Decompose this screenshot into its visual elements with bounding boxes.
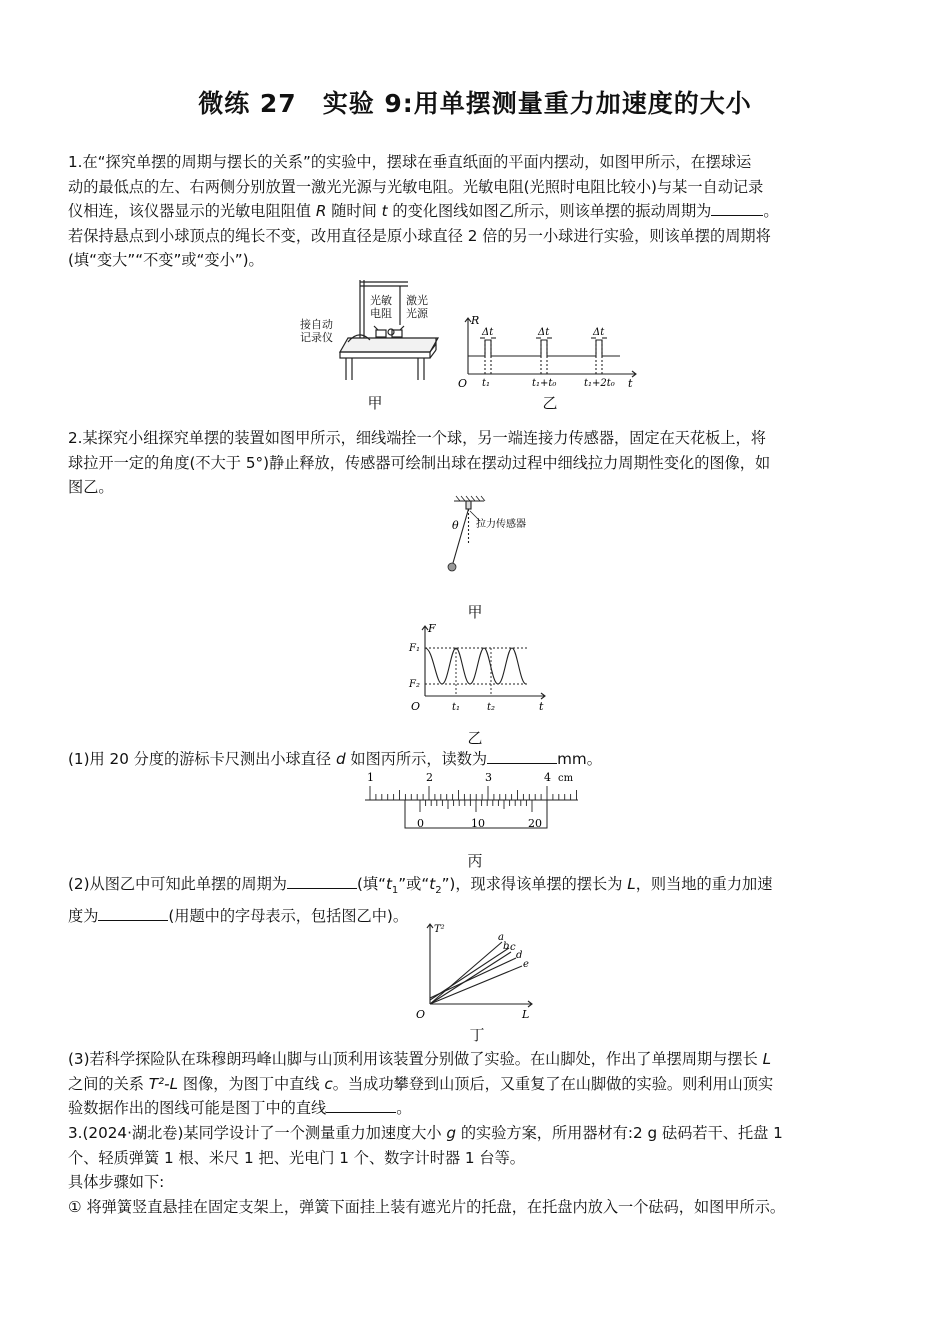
tick-t1: t₁ <box>482 378 491 389</box>
axis-label-R: R <box>471 314 480 327</box>
origin-label: O <box>416 1008 426 1021</box>
axis-label-t: t <box>628 377 633 390</box>
q2-figure-force-graph <box>403 620 551 716</box>
delta-t-label-2: Δt <box>538 327 550 338</box>
q2-caption-bing: 丙 <box>467 852 483 870</box>
q2-part-2: (2)从图乙中可知此单摆的周期为 (填“$t_1$”或“$t_2$”)，现求得该单摆的摆长为 L，则当地的重力加速 度为 (用题中的字母表示，包括图乙中)。 <box>68 875 773 925</box>
q3-line-2: 个、轻质弹簧 1 根、米尺 1 把、光电门 1 个、数字计时器 1 台等。 <box>68 1148 525 1167</box>
tick-t2: t₂ <box>487 702 496 713</box>
main-scale-label-4: 4 <box>544 771 551 784</box>
q2-part-3: (3)若科学探险队在珠穆朗玛峰山脚与山顶利用该装置分别做了实验。在山脚处，作出了单摆周期与摆长 L 之间的关系 T²-L 图像，为图丁中直线 c。当成功攀登到山顶后，又重复了在山脚做的实验。则利用山顶实 验数据作出的图线可能是图丁中的直线 。 <box>68 1050 774 1117</box>
tick-t1: t₁ <box>452 702 461 713</box>
q1-line-5: (填“变大”“不变”或“变小”)。 <box>68 251 264 269</box>
question-2 <box>68 426 890 500</box>
label-photoresistor: 光敏 <box>370 294 392 307</box>
line-label-d: d <box>516 950 523 961</box>
line-label-b: b <box>503 941 510 952</box>
q2-caption-ding: 丁 <box>469 1026 485 1044</box>
q1-caption-yi: 乙 <box>542 394 558 412</box>
question-1 <box>68 150 890 273</box>
q1-caption-jia: 甲 <box>367 394 383 412</box>
q3-line-4: ① 将弹簧竖直悬挂在固定支架上，弹簧下面挂上装有遮光片的托盘，在托盘内放入一个砝码，如图甲所示。 <box>68 1197 786 1216</box>
label-laser: 激光 <box>406 294 428 307</box>
q2-line-3: 图乙。 <box>68 478 114 496</box>
main-scale-label-2: 2 <box>426 771 433 784</box>
tick-t1-plus-2t0: t₁+2t₀ <box>584 378 615 389</box>
label-F2: F₂ <box>409 679 420 690</box>
label-F1: F₁ <box>409 643 420 654</box>
main-scale-label-1: 1 <box>367 771 374 784</box>
origin-label: O <box>411 700 421 713</box>
q2-part-1: (1)用 20 分度的游标卡尺测出小球直径 d 如图丙所示，读数为 mm。 <box>68 750 602 768</box>
origin-label: O <box>458 377 468 390</box>
line-label-e: e <box>523 959 529 970</box>
unit-label-cm: cm <box>558 773 574 784</box>
delta-t-label-3: Δt <box>593 327 605 338</box>
label-recorder: 接自动 <box>300 318 333 331</box>
q2-line-2: 球拉开一定的角度(不大于 5°)静止释放，传感器可绘制出球在摆动过程中细线拉力周期性变化的图像，如 <box>68 453 771 472</box>
q1-figure-resistance-graph <box>458 312 643 392</box>
delta-t-label-1: Δt <box>482 327 494 338</box>
q2-figure-pendulum <box>440 495 540 575</box>
main-scale-label-3: 3 <box>485 771 492 784</box>
axis-label-F: F <box>428 622 436 635</box>
q2-caption-yi: 乙 <box>467 729 483 747</box>
q1-line-4: 若保持悬点到小球顶点的绳长不变，改用直径是原小球直径 2 倍的另一小球进行实验，则该单摆的周期将 <box>68 226 771 245</box>
q2-figure-vernier-caliper <box>360 770 590 836</box>
vernier-label-10: 10 <box>471 817 485 830</box>
label-photoresistor-2: 电阻 <box>370 307 392 320</box>
axis-label-t: t <box>539 700 544 713</box>
tick-t1-plus-t0: t₁+t₀ <box>532 378 557 389</box>
label-recorder-2: 记录仪 <box>300 331 333 344</box>
answer-blank-period-choice[interactable] <box>287 874 357 889</box>
q1-figure-apparatus <box>300 270 450 388</box>
q2-figure-T2-L-graph <box>412 918 540 1022</box>
q1-line-2: 动的最低点的左、右两侧分别放置一激光光源与光敏电阻。光敏电阻(光照时电阻比较小)与某一自动记录 <box>68 177 764 196</box>
q3-line-3: 具体步骤如下: <box>68 1173 165 1191</box>
theta-label: θ <box>452 519 459 532</box>
answer-blank-gravity[interactable] <box>98 906 168 921</box>
vernier-label-20: 20 <box>528 817 542 830</box>
answer-blank-diameter[interactable] <box>487 749 557 764</box>
q1-line-3: 仪相连，该仪器显示的光敏电阻阻值 R 随时间 t 的变化图线如图乙所示，则该单摆的振动周期为 。 <box>68 202 779 220</box>
answer-blank-mountain-line[interactable] <box>326 1098 396 1113</box>
line-label-c: c <box>510 942 516 953</box>
page-title: 微练 27 实验 9:用单摆测量重力加速度的大小 <box>198 89 752 118</box>
label-laser-2: 光源 <box>406 307 428 320</box>
axis-label-T2: T² <box>434 924 445 935</box>
vernier-label-0: 0 <box>417 817 424 830</box>
line-label-a: a <box>498 932 504 943</box>
label-force-sensor: 拉力传感器 <box>476 519 526 530</box>
axis-label-L: L <box>522 1008 530 1021</box>
question-3: 3.(2024·湖北卷)某同学设计了一个测量重力加速度大小 g 的实验方案，所用器材有:2 g 砝码若干、托盘 1 个、轻质弹簧 1 根、米尺 1 把、光电门 1 个、数字计时器 1 台等。 具体步骤如下: ① 将弹簧竖直悬挂在固定支架上，弹簧下面挂上装有遮光片的托盘，在托盘内放入一个砝码，如图甲所示。 <box>68 1121 890 1219</box>
q1-line-1: 1.在“探究单摆的周期与摆长的关系”的实验中，摆球在垂直纸面的平面内摆动，如图甲所示，在摆球运 <box>68 153 752 171</box>
answer-blank-period[interactable] <box>711 201 763 216</box>
q2-line-1: 2.某探究小组探究单摆的装置如图甲所示，细线端拴一个球，另一端连接力传感器，固定在天花板上，将 <box>68 429 766 447</box>
q2-caption-jia: 甲 <box>467 603 483 621</box>
